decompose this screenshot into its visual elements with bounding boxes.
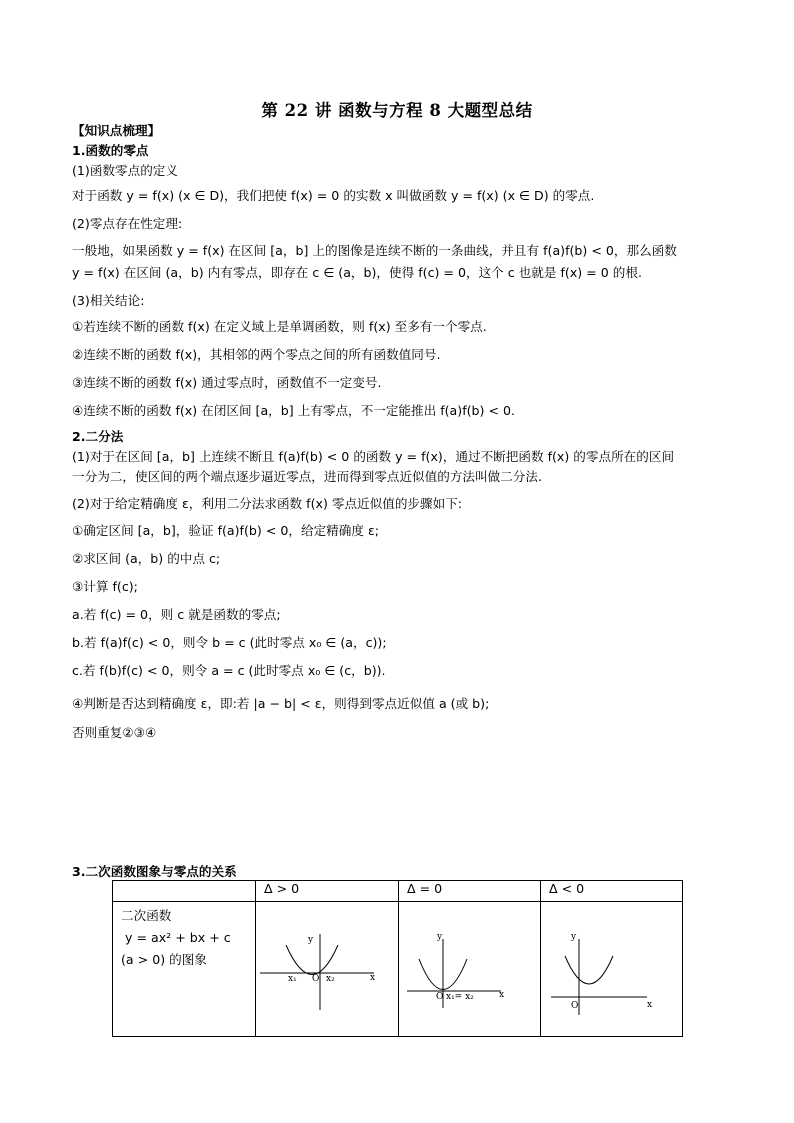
text-line: 对于函数 y = f(x) (x ∈ D)，我们把使 f(x) = 0 的实数 x 叫做函数 y = f(x) (x ∈ D) 的零点. — [72, 188, 595, 203]
x-axis-label: x — [370, 973, 376, 983]
text-line: y = f(x) 在区间 (a，b) 内有零点，即存在 c ∈ (a，b)，使得 f(c) = 0，这个 c 也就是 f(x) = 0 的根. — [72, 265, 642, 280]
text-line: 否则重复②③④ — [72, 725, 157, 740]
heading-quadratic-relation: 3.二次函数图象与零点的关系 — [72, 864, 237, 879]
y-axis-label: y — [571, 932, 577, 942]
row-label-text: 二次函数 — [121, 908, 172, 923]
text-line: b.若 f(a)f(c) < 0，则令 b = c (此时零点 x₀ ∈ (a，c)); — [72, 635, 387, 650]
root-label-x1: x₁ — [288, 974, 297, 984]
y-axis-label: y — [308, 935, 314, 945]
x-axis-label: x — [647, 1000, 653, 1010]
root-label-double: x₁= x₂ — [446, 992, 474, 1002]
x-axis-label: x — [499, 990, 505, 1000]
origin-label: O — [571, 1001, 579, 1011]
root-label-x2: x₂ — [326, 974, 335, 984]
parabola-two-roots-graph — [256, 902, 398, 1033]
text-line: ④连续不断的函数 f(x) 在闭区间 [a，b] 上有零点，不一定能推出 f(a)f(b) < 0. — [72, 403, 516, 418]
text-line: (2)零点存在性定理: — [72, 216, 183, 231]
text-line: 一分为二，使区间的两个端点逐步逼近零点，进而得到零点近似值的方法叫做二分法. — [72, 469, 542, 484]
graph-cell-one-root — [399, 902, 541, 1037]
text-line: (3)相关结论: — [72, 293, 145, 308]
heading-bisection: 2.二分法 — [72, 429, 124, 444]
col-delta-zero: Δ = 0 — [399, 881, 541, 902]
text-line: a.若 f(c) = 0，则 c 就是函数的零点; — [72, 607, 281, 622]
parabola-one-root-graph — [399, 902, 540, 1033]
text-line: (1)函数零点的定义 — [72, 163, 178, 178]
heading-zero-point: 1.函数的零点 — [72, 143, 149, 158]
text-line: ①确定区间 [a，b]，验证 f(a)f(b) < 0，给定精确度 ε; — [72, 523, 380, 538]
section-header: 【知识点梳理】 — [72, 123, 161, 138]
text-line: ④判断是否达到精确度 ε，即:若 |a − b| < ε，则得到零点近似值 a (或 b); — [72, 696, 490, 711]
col-delta-negative: Δ < 0 — [541, 881, 683, 902]
text-line: (1)对于在区间 [a，b] 上连续不断且 f(a)f(b) < 0 的函数 y = f(x)，通过不断把函数 f(x) 的零点所在的区间 — [72, 449, 675, 464]
page-title: 第 22 讲 函数与方程 8 大题型总结 — [261, 101, 533, 120]
text-line: 一般地，如果函数 y = f(x) 在区间 [a，b] 上的图像是连续不断的一条曲线，并且有 f(a)f(b) < 0，那么函数 — [72, 243, 677, 258]
row-label-cell — [113, 902, 256, 1037]
col-delta-positive: Δ > 0 — [256, 881, 399, 902]
text-line: ③连续不断的函数 f(x) 通过零点时，函数值不一定变号. — [72, 375, 382, 390]
parabola-no-root-graph — [541, 902, 682, 1033]
parabola-curve — [286, 945, 338, 975]
text-line: (2)对于给定精确度 ε，利用二分法求函数 f(x) 零点近似值的步骤如下: — [72, 496, 463, 511]
text-line: c.若 f(b)f(c) < 0，则令 a = c (此时零点 x₀ ∈ (c，b)). — [72, 663, 386, 678]
graph-cell-two-roots — [256, 902, 399, 1037]
origin-label: O — [312, 974, 320, 984]
graph-cell-no-root — [541, 902, 683, 1037]
text-line: ②求区间 (a，b) 的中点 c; — [72, 551, 221, 566]
origin-label: O — [436, 992, 444, 1002]
text-line: ②连续不断的函数 f(x)，其相邻的两个零点之间的所有函数值同号. — [72, 347, 441, 362]
row-label-condition: (a > 0) 的图象 — [121, 952, 207, 967]
quadratic-relation-table — [112, 880, 683, 1037]
table-header-row — [113, 881, 683, 902]
table-corner-cell — [113, 881, 256, 902]
row-label-formula: y = ax² + bx + c — [125, 930, 231, 945]
text-line: ①若连续不断的函数 f(x) 在定义域上是单调函数，则 f(x) 至多有一个零点. — [72, 319, 487, 334]
text-line: ③计算 f(c); — [72, 579, 138, 594]
table-row — [113, 902, 683, 1037]
parabola-curve — [565, 956, 613, 984]
y-axis-label: y — [437, 932, 443, 942]
